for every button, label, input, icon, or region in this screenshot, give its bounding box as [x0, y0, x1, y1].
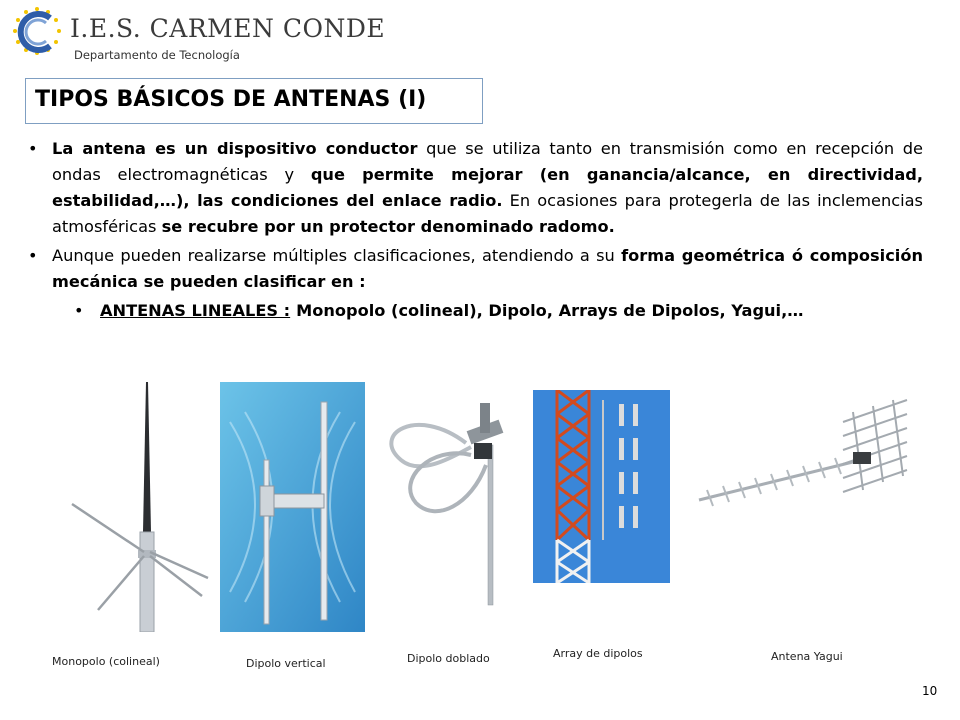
monopolo-image [68, 382, 210, 632]
p1-text-2: En ocasiones para protegerla de las inclemencias atmosféricas [52, 191, 923, 236]
department-name: Departamento de Tecnología [74, 48, 240, 62]
page-number: 10 [922, 684, 938, 698]
school-logo [4, 4, 386, 66]
p2-bold-1: forma geométrica ó composición mecánica se pueden clasificar en : [52, 246, 923, 291]
bullet-classification [28, 243, 923, 295]
p1-bold-3: se recubre por un protector denominado radomo. [161, 217, 615, 236]
p1-bold-2: que permite mejorar (en ganancia/alcance, en directividad, estabilidad,…), las condiciones del enlace radio. [52, 165, 923, 210]
dipolo-doblado-image [376, 385, 528, 607]
slide-title-box [25, 78, 483, 124]
logo-emblem-icon [4, 4, 70, 66]
sub-bullet-label: ANTENAS LINEALES : [100, 301, 291, 320]
array-dipolos-image [533, 390, 670, 583]
caption-antena-yagui: Antena Yagui [771, 650, 843, 663]
dipolo-vertical-image [220, 382, 365, 632]
slide-title: TIPOS BÁSICOS DE ANTENAS (I) [35, 87, 427, 112]
caption-monopolo: Monopolo (colineal) [52, 655, 160, 668]
bullet-definition [28, 136, 923, 240]
p1-bold-1: La antena es un dispositivo conductor [52, 139, 418, 158]
sub-bullet-text: Monopolo (colineal), Dipolo, Arrays de Dipolos, Yagui,… [296, 301, 804, 320]
caption-array-dipolos: Array de dipolos [553, 647, 643, 660]
caption-dipolo-vertical: Dipolo vertical [246, 657, 326, 670]
slide-body [28, 136, 923, 324]
sub-bullet-linear-antennas [28, 298, 923, 324]
p2-text-1: Aunque pueden realizarse múltiples clasificaciones, atendiendo a su [52, 246, 622, 265]
antena-yagui-image [693, 392, 915, 514]
school-name: I.E.S. CARMEN CONDE [70, 14, 386, 43]
caption-dipolo-doblado: Dipolo doblado [407, 652, 490, 665]
p1-text-1: que se utiliza tanto en transmisión como en recepción de ondas electromagnéticas y [52, 139, 923, 184]
